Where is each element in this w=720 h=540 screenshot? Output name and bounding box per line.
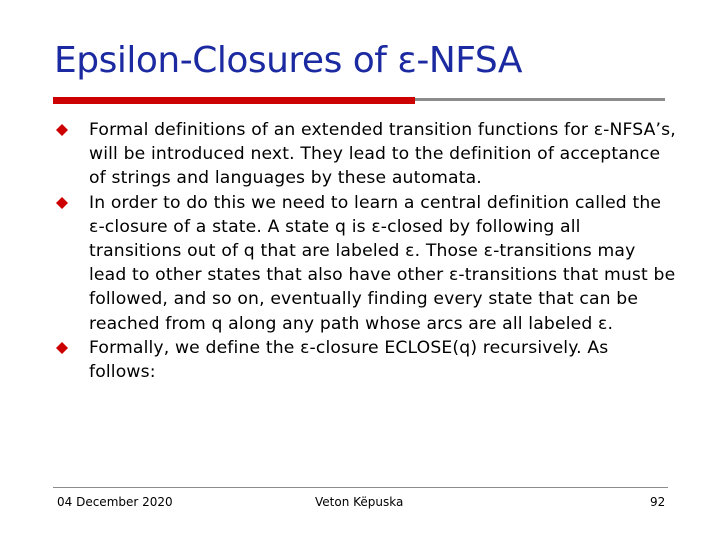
footer-author: Veton Këpuska	[315, 495, 404, 509]
title-underline-rule	[415, 98, 665, 101]
bullet-text: In order to do this we need to learn a central definition called the ε-closure of a state. A state q is ε-closed by following all transitions out of q that are labeled ε. Those ε-transitions may lead to other states that also have other ε-transitions that must be followed, and so on, eventually finding every state that can be reached from q along any path whose arcs are all labeled ε.	[89, 192, 676, 334]
footer-divider	[53, 487, 668, 488]
bullet-item	[56, 191, 676, 336]
diamond-bullet-icon	[56, 124, 68, 136]
footer-date: 04 December 2020	[57, 495, 173, 509]
title-underline-accent	[53, 97, 415, 104]
diamond-bullet-icon	[56, 342, 68, 354]
slide-title: Epsilon-Closures of ε-NFSA	[54, 40, 523, 81]
diamond-bullet-icon	[56, 197, 68, 209]
bullet-text: Formal definitions of an extended transition functions for ε-NFSA’s, will be introduced next. They lead to the definition of acceptance of strings and languages by these automata.	[89, 120, 676, 189]
page-number: 92	[650, 495, 666, 509]
bullet-item	[56, 336, 676, 384]
bullet-text: Formally, we define the ε-closure ECLOSE(q) recursively. As follows:	[89, 337, 609, 383]
bullet-item	[56, 118, 676, 191]
bullet-list	[56, 118, 676, 384]
